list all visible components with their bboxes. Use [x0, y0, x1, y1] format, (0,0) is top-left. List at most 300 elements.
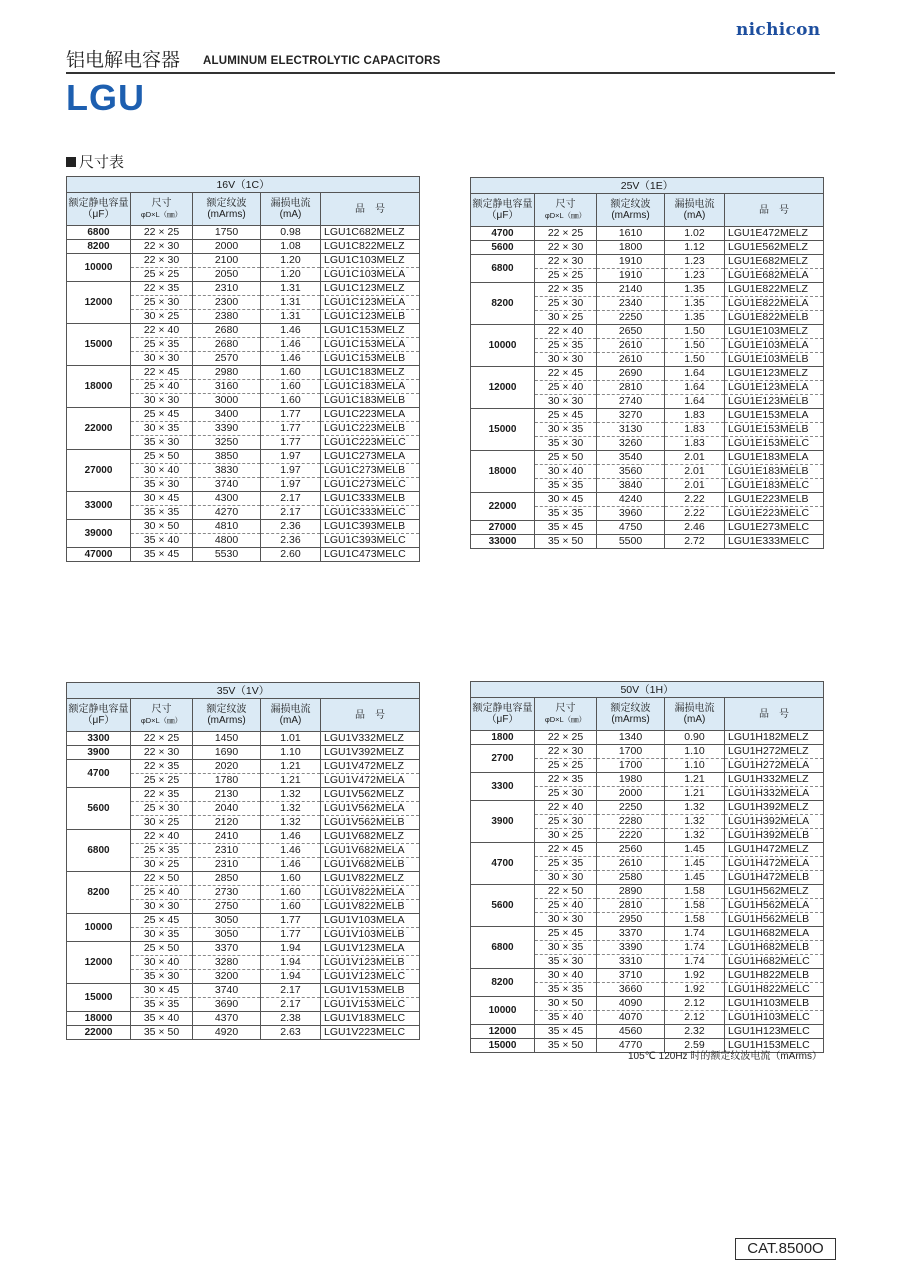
capacitance-cell: 6800	[471, 927, 535, 969]
col-header-part-number: 品 号	[725, 698, 824, 731]
part-number-cell: LGU1C103MELZ	[321, 254, 420, 268]
part-number-cell: LGU1V682MELB	[321, 858, 420, 872]
table-row	[67, 1026, 420, 1040]
voltage-header: 16V（1C）	[67, 177, 420, 193]
leakage-cell: 1.97	[261, 478, 321, 492]
leakage-cell: 1.60	[261, 886, 321, 900]
size-cell: 35 × 35	[535, 479, 597, 493]
part-number-cell: LGU1C183MELB	[321, 394, 420, 408]
part-number-cell: LGU1V123MELC	[321, 970, 420, 984]
ripple-cell: 4090	[597, 997, 665, 1011]
col-header-size-line2: φD×L（㎜）	[544, 715, 587, 724]
col-header-size	[131, 193, 193, 226]
size-cell: 25 × 30	[535, 787, 597, 801]
voltage-header: 35V（1V）	[67, 683, 420, 699]
col-header-leakage-line1: 漏损电流	[674, 703, 715, 714]
size-cell: 25 × 45	[535, 927, 597, 941]
ripple-cell: 3840	[597, 479, 665, 493]
ripple-cell: 2310	[193, 858, 261, 872]
size-cell: 25 × 45	[535, 409, 597, 423]
leakage-cell: 1.31	[261, 282, 321, 296]
ripple-cell: 2610	[597, 353, 665, 367]
part-number-cell: LGU1C153MELB	[321, 352, 420, 366]
size-cell: 25 × 50	[131, 450, 193, 464]
ripple-cell: 3830	[193, 464, 261, 478]
ripple-cell: 2140	[597, 283, 665, 297]
ripple-cell: 2020	[193, 760, 261, 774]
leakage-cell: 1.10	[261, 746, 321, 760]
ripple-cell: 3370	[193, 942, 261, 956]
size-cell: 35 × 50	[131, 1026, 193, 1040]
ripple-cell: 2220	[597, 829, 665, 843]
size-cell: 22 × 40	[535, 325, 597, 339]
ripple-cell: 2000	[193, 240, 261, 254]
leakage-cell: 1.60	[261, 900, 321, 914]
part-number-cell: LGU1E123MELZ	[725, 367, 824, 381]
part-number-cell: LGU1V103MELB	[321, 928, 420, 942]
size-cell: 25 × 40	[535, 381, 597, 395]
part-number-cell: LGU1H392MELB	[725, 829, 824, 843]
size-cell: 35 × 40	[535, 1011, 597, 1025]
ripple-cell: 3310	[597, 955, 665, 969]
size-cell: 30 × 45	[535, 493, 597, 507]
part-number-cell: LGU1V472MELA	[321, 774, 420, 788]
capacitance-cell: 4700	[67, 760, 131, 788]
size-cell: 22 × 35	[131, 788, 193, 802]
size-cell: 25 × 45	[131, 914, 193, 928]
part-number-cell: LGU1H103MELC	[725, 1011, 824, 1025]
table-row	[471, 1025, 824, 1039]
part-number-cell: LGU1H822MELC	[725, 983, 824, 997]
capacitance-cell: 33000	[471, 535, 535, 549]
ripple-cell: 3690	[193, 998, 261, 1012]
size-cell: 25 × 30	[131, 296, 193, 310]
capacitance-cell: 6800	[471, 255, 535, 283]
table-row	[67, 788, 420, 802]
part-number-cell: LGU1E123MELA	[725, 381, 824, 395]
part-number-cell: LGU1E223MELC	[725, 507, 824, 521]
table-row	[471, 997, 824, 1011]
col-header-leakage	[665, 698, 725, 731]
ripple-cell: 2340	[597, 297, 665, 311]
size-cell: 22 × 30	[535, 255, 597, 269]
table-row	[67, 408, 420, 422]
ripple-cell: 2040	[193, 802, 261, 816]
part-number-cell: LGU1V562MELA	[321, 802, 420, 816]
size-cell: 30 × 25	[131, 858, 193, 872]
leakage-cell: 1.32	[665, 829, 725, 843]
part-number-cell: LGU1H472MELZ	[725, 843, 824, 857]
size-cell: 22 × 50	[535, 885, 597, 899]
capacitance-cell: 22000	[67, 1026, 131, 1040]
ripple-cell: 2980	[193, 366, 261, 380]
part-number-cell: LGU1V223MELC	[321, 1026, 420, 1040]
col-header-capacitance-line1: 额定静电容量	[472, 703, 533, 714]
part-number-cell: LGU1H562MELA	[725, 899, 824, 913]
ripple-cell: 2380	[193, 310, 261, 324]
size-cell: 35 × 40	[131, 1012, 193, 1026]
part-number-cell: LGU1H392MELA	[725, 815, 824, 829]
col-header-size	[131, 699, 193, 732]
col-header-ripple-line1: 额定纹波	[206, 198, 247, 209]
table-row	[67, 282, 420, 296]
ripple-cell: 1450	[193, 732, 261, 746]
size-cell: 22 × 40	[131, 324, 193, 338]
voltage-header: 25V（1E）	[471, 178, 824, 194]
col-header-leakage	[261, 193, 321, 226]
leakage-cell: 1.94	[261, 970, 321, 984]
size-cell: 35 × 35	[131, 506, 193, 520]
table-row	[471, 255, 824, 269]
leakage-cell: 1.10	[665, 745, 725, 759]
size-cell: 22 × 30	[131, 254, 193, 268]
col-header-capacitance-line2: （μF）	[82, 209, 115, 220]
col-header-part-number: 品 号	[725, 194, 824, 227]
ripple-cell: 4270	[193, 506, 261, 520]
leakage-cell: 1.74	[665, 927, 725, 941]
part-number-cell: LGU1E822MELZ	[725, 283, 824, 297]
table-row	[67, 492, 420, 506]
table-row	[471, 283, 824, 297]
part-number-cell: LGU1E273MELC	[725, 521, 824, 535]
size-cell: 25 × 30	[535, 297, 597, 311]
part-number-cell: LGU1C273MELA	[321, 450, 420, 464]
ripple-cell: 2650	[597, 325, 665, 339]
col-header-size-line1: 尺寸	[555, 199, 576, 210]
ripple-cell: 3250	[193, 436, 261, 450]
part-number-cell: LGU1C183MELA	[321, 380, 420, 394]
part-number-cell: LGU1H682MELB	[725, 941, 824, 955]
col-header-capacitance-line1: 额定静电容量	[68, 704, 129, 715]
ripple-cell: 2300	[193, 296, 261, 310]
capacitance-cell: 12000	[471, 367, 535, 409]
part-number-cell: LGU1E103MELB	[725, 353, 824, 367]
part-number-cell: LGU1H472MELB	[725, 871, 824, 885]
leakage-cell: 1.83	[665, 437, 725, 451]
capacitance-cell: 3300	[471, 773, 535, 801]
size-cell: 35 × 45	[131, 548, 193, 562]
ripple-cell: 2680	[193, 324, 261, 338]
part-number-cell: LGU1C223MELC	[321, 436, 420, 450]
part-number-cell: LGU1H103MELB	[725, 997, 824, 1011]
page-title-en: ALUMINUM ELECTROLYTIC CAPACITORS	[203, 55, 441, 67]
table-row	[67, 984, 420, 998]
size-cell: 25 × 30	[131, 802, 193, 816]
leakage-cell: 1.97	[261, 450, 321, 464]
leakage-cell: 1.58	[665, 885, 725, 899]
part-number-cell: LGU1V153MELB	[321, 984, 420, 998]
leakage-cell: 1.97	[261, 464, 321, 478]
series-title: LGU	[66, 77, 145, 118]
leakage-cell: 1.92	[665, 969, 725, 983]
part-number-cell: LGU1V822MELA	[321, 886, 420, 900]
part-number-cell: LGU1H272MELZ	[725, 745, 824, 759]
header-rule	[66, 72, 835, 74]
table-row	[471, 773, 824, 787]
table-row	[471, 227, 824, 241]
size-cell: 22 × 45	[131, 366, 193, 380]
leakage-cell: 1.77	[261, 436, 321, 450]
ripple-cell: 1700	[597, 745, 665, 759]
capacitance-cell: 8200	[471, 969, 535, 997]
leakage-cell: 1.32	[261, 788, 321, 802]
leakage-cell: 1.32	[261, 802, 321, 816]
part-number-cell: LGU1C153MELA	[321, 338, 420, 352]
leakage-cell: 1.20	[261, 254, 321, 268]
ripple-cell: 3390	[597, 941, 665, 955]
size-cell: 22 × 30	[131, 746, 193, 760]
size-cell: 35 × 30	[131, 478, 193, 492]
col-header-capacitance	[67, 699, 131, 732]
size-cell: 35 × 50	[535, 535, 597, 549]
ripple-cell: 1910	[597, 269, 665, 283]
part-number-cell: LGU1E822MELB	[725, 311, 824, 325]
part-number-cell: LGU1C103MELA	[321, 268, 420, 282]
part-number-cell: LGU1C333MELB	[321, 492, 420, 506]
size-cell: 35 × 30	[131, 970, 193, 984]
capacitance-cell: 1800	[471, 731, 535, 745]
table-row	[471, 843, 824, 857]
size-cell: 25 × 35	[131, 338, 193, 352]
leakage-cell: 1.45	[665, 857, 725, 871]
col-header-capacitance-line2: （μF）	[82, 715, 115, 726]
capacitance-cell: 27000	[471, 521, 535, 535]
size-cell: 30 × 50	[535, 997, 597, 1011]
size-cell: 22 × 35	[131, 760, 193, 774]
capacitance-cell: 15000	[67, 324, 131, 366]
capacitance-cell: 3900	[471, 801, 535, 843]
ripple-cell: 2280	[597, 815, 665, 829]
ripple-cell: 2310	[193, 282, 261, 296]
col-header-capacitance-line1: 额定静电容量	[472, 199, 533, 210]
ripple-cell: 4810	[193, 520, 261, 534]
part-number-cell: LGU1C123MELB	[321, 310, 420, 324]
table-row	[67, 732, 420, 746]
ripple-cell: 3260	[597, 437, 665, 451]
size-cell: 35 × 50	[535, 1039, 597, 1053]
ripple-cell: 3130	[597, 423, 665, 437]
table-row	[67, 254, 420, 268]
col-header-ripple-line1: 额定纹波	[206, 704, 247, 715]
table-row	[67, 240, 420, 254]
leakage-cell: 1.35	[665, 297, 725, 311]
ripple-cell: 2740	[597, 395, 665, 409]
leakage-cell: 1.64	[665, 381, 725, 395]
capacitance-cell: 3300	[67, 732, 131, 746]
part-number-cell: LGU1H182MELZ	[725, 731, 824, 745]
part-number-cell: LGU1E183MELA	[725, 451, 824, 465]
col-header-leakage-line1: 漏损电流	[674, 199, 715, 210]
size-cell: 25 × 40	[131, 380, 193, 394]
size-cell: 25 × 35	[131, 844, 193, 858]
col-header-ripple-line2: (mArms)	[611, 210, 650, 221]
leakage-cell: 1.83	[665, 423, 725, 437]
part-number-cell: LGU1E153MELA	[725, 409, 824, 423]
square-bullet-icon	[66, 157, 76, 167]
catalog-number: CAT.8500O	[735, 1238, 836, 1260]
size-cell: 30 × 30	[535, 913, 597, 927]
col-header-leakage-line2: (mA)	[279, 715, 302, 726]
spec-table-25v	[470, 177, 824, 549]
capacitance-cell: 10000	[471, 325, 535, 367]
table-row	[471, 745, 824, 759]
size-cell: 30 × 40	[535, 465, 597, 479]
size-cell: 30 × 30	[535, 395, 597, 409]
size-cell: 35 × 30	[131, 436, 193, 450]
table-row	[67, 450, 420, 464]
size-cell: 30 × 50	[131, 520, 193, 534]
part-number-cell: LGU1C123MELZ	[321, 282, 420, 296]
capacitance-cell: 5600	[471, 885, 535, 927]
leakage-cell: 1.02	[665, 227, 725, 241]
leakage-cell: 1.45	[665, 871, 725, 885]
col-header-size-line1: 尺寸	[151, 704, 172, 715]
part-number-cell: LGU1V332MELZ	[321, 732, 420, 746]
leakage-cell: 1.45	[665, 843, 725, 857]
col-header-capacitance-line2: （μF）	[486, 714, 519, 725]
ripple-cell: 3000	[193, 394, 261, 408]
part-number-cell: LGU1V103MELA	[321, 914, 420, 928]
capacitance-cell: 8200	[67, 872, 131, 914]
leakage-cell: 2.12	[665, 997, 725, 1011]
ripple-footnote: 105℃ 120Hz 时的额定纹波电流（mArms）	[627, 1051, 822, 1062]
leakage-cell: 2.32	[665, 1025, 725, 1039]
capacitance-cell: 15000	[471, 409, 535, 451]
capacitance-cell: 18000	[67, 1012, 131, 1026]
ripple-cell: 2610	[597, 339, 665, 353]
part-number-cell: LGU1E333MELC	[725, 535, 824, 549]
size-cell: 35 × 35	[535, 507, 597, 521]
ripple-cell: 3560	[597, 465, 665, 479]
part-number-cell: LGU1E183MELB	[725, 465, 824, 479]
leakage-cell: 1.74	[665, 941, 725, 955]
capacitance-cell: 33000	[67, 492, 131, 520]
ripple-cell: 2730	[193, 886, 261, 900]
part-number-cell: LGU1C682MELZ	[321, 226, 420, 240]
capacitance-cell: 18000	[471, 451, 535, 493]
ripple-cell: 2250	[597, 801, 665, 815]
part-number-cell: LGU1E153MELC	[725, 437, 824, 451]
part-number-cell: LGU1E153MELB	[725, 423, 824, 437]
spec-table-35v	[66, 682, 420, 1040]
leakage-cell: 2.17	[261, 506, 321, 520]
leakage-cell: 1.60	[261, 366, 321, 380]
part-number-cell: LGU1C223MELA	[321, 408, 420, 422]
part-number-cell: LGU1C822MELZ	[321, 240, 420, 254]
leakage-cell: 1.32	[261, 816, 321, 830]
table-row	[67, 914, 420, 928]
ripple-cell: 1700	[597, 759, 665, 773]
size-cell: 30 × 30	[131, 352, 193, 366]
ripple-cell: 3160	[193, 380, 261, 394]
section-label	[66, 151, 124, 172]
capacitance-cell: 4700	[471, 843, 535, 885]
spec-table-16v	[66, 176, 420, 562]
leakage-cell: 1.64	[665, 395, 725, 409]
part-number-cell: LGU1H392MELZ	[725, 801, 824, 815]
size-cell: 22 × 30	[535, 745, 597, 759]
table-row	[471, 927, 824, 941]
col-header-capacitance-line2: （μF）	[486, 210, 519, 221]
ripple-cell: 1610	[597, 227, 665, 241]
capacitance-cell: 15000	[471, 1039, 535, 1053]
leakage-cell: 2.38	[261, 1012, 321, 1026]
table-row	[67, 942, 420, 956]
table-row	[471, 493, 824, 507]
table-row	[471, 731, 824, 745]
size-cell: 30 × 30	[131, 900, 193, 914]
col-header-ripple-line1: 额定纹波	[610, 703, 651, 714]
leakage-cell: 2.17	[261, 492, 321, 506]
part-number-cell: LGU1E123MELB	[725, 395, 824, 409]
table-row	[67, 324, 420, 338]
part-number-cell: LGU1E103MELZ	[725, 325, 824, 339]
size-cell: 25 × 45	[131, 408, 193, 422]
part-number-cell: LGU1C473MELC	[321, 548, 420, 562]
table-row	[67, 226, 420, 240]
size-cell: 22 × 25	[535, 731, 597, 745]
leakage-cell: 1.01	[261, 732, 321, 746]
capacitance-cell: 6800	[67, 226, 131, 240]
leakage-cell: 1.31	[261, 296, 321, 310]
ripple-cell: 1780	[193, 774, 261, 788]
ripple-cell: 3400	[193, 408, 261, 422]
capacitance-cell: 2700	[471, 745, 535, 773]
leakage-cell: 1.92	[665, 983, 725, 997]
leakage-cell: 1.21	[261, 774, 321, 788]
ripple-cell: 4070	[597, 1011, 665, 1025]
leakage-cell: 0.98	[261, 226, 321, 240]
part-number-cell: LGU1E223MELB	[725, 493, 824, 507]
part-number-cell: LGU1C183MELZ	[321, 366, 420, 380]
part-number-cell: LGU1V153MELC	[321, 998, 420, 1012]
part-number-cell: LGU1C153MELZ	[321, 324, 420, 338]
size-cell: 25 × 40	[535, 899, 597, 913]
ripple-cell: 3710	[597, 969, 665, 983]
col-header-size-line2: φD×L（㎜）	[140, 716, 183, 725]
leakage-cell: 1.50	[665, 353, 725, 367]
ripple-cell: 2750	[193, 900, 261, 914]
leakage-cell: 1.64	[665, 367, 725, 381]
leakage-cell: 1.77	[261, 422, 321, 436]
size-cell: 35 × 45	[535, 1025, 597, 1039]
ripple-cell: 4300	[193, 492, 261, 506]
capacitance-cell: 12000	[67, 942, 131, 984]
leakage-cell: 1.23	[665, 269, 725, 283]
part-number-cell: LGU1C273MELB	[321, 464, 420, 478]
part-number-cell: LGU1V562MELB	[321, 816, 420, 830]
col-header-size-line1: 尺寸	[555, 703, 576, 714]
leakage-cell: 1.23	[665, 255, 725, 269]
part-number-cell: LGU1E682MELA	[725, 269, 824, 283]
size-cell: 25 × 25	[535, 759, 597, 773]
leakage-cell: 1.21	[665, 773, 725, 787]
ripple-cell: 2610	[597, 857, 665, 871]
size-cell: 25 × 50	[535, 451, 597, 465]
leakage-cell: 2.17	[261, 998, 321, 1012]
size-cell: 22 × 30	[131, 240, 193, 254]
leakage-cell: 2.22	[665, 507, 725, 521]
size-cell: 22 × 25	[535, 227, 597, 241]
ripple-cell: 1800	[597, 241, 665, 255]
size-cell: 22 × 40	[535, 801, 597, 815]
leakage-cell: 1.58	[665, 899, 725, 913]
ripple-cell: 4770	[597, 1039, 665, 1053]
ripple-cell: 3660	[597, 983, 665, 997]
col-header-leakage	[665, 194, 725, 227]
col-header-capacitance	[471, 194, 535, 227]
size-cell: 25 × 25	[131, 774, 193, 788]
